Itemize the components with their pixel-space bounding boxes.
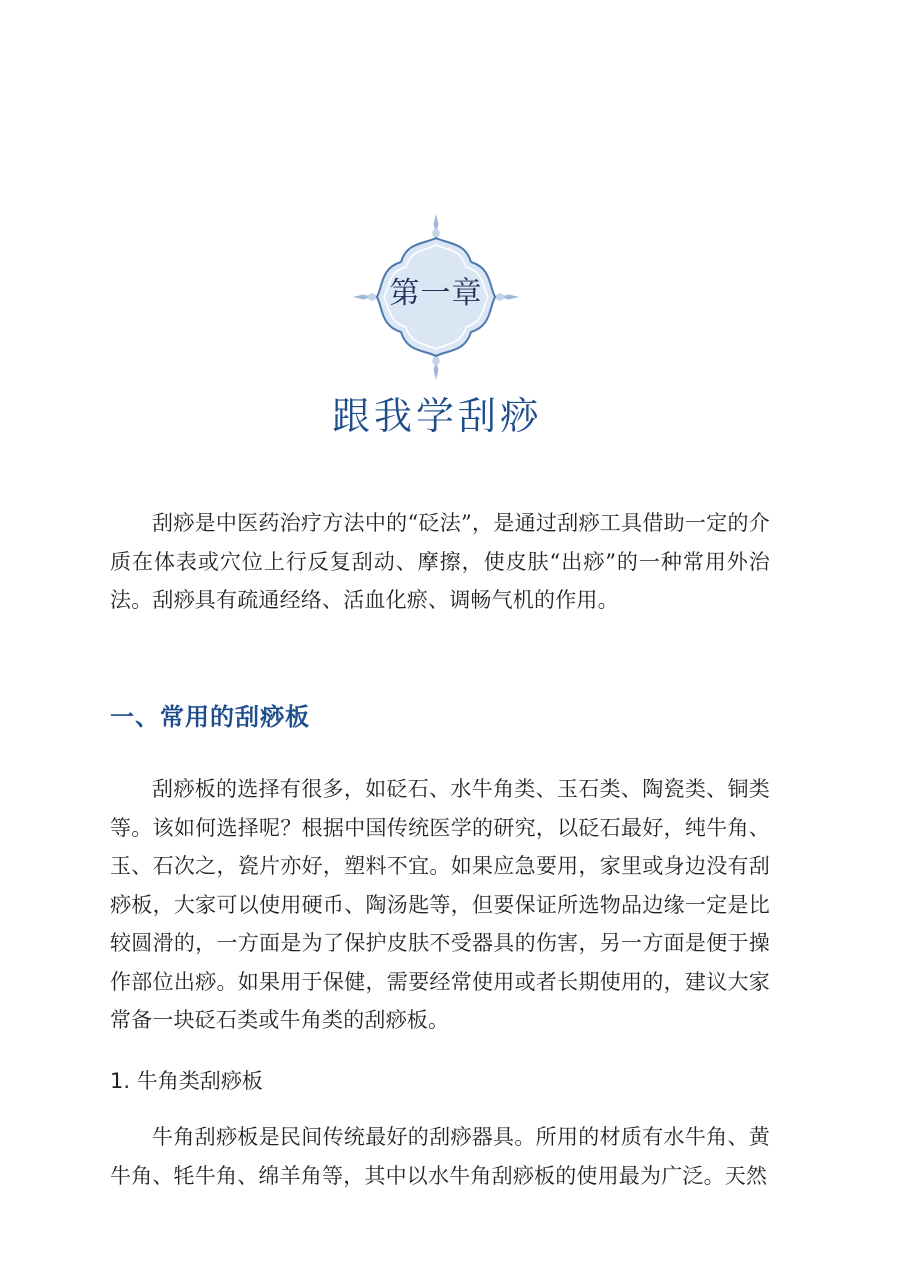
section-heading: 一、常用的刮痧板: [110, 702, 310, 731]
horn-board-paragraph: 牛角刮痧板是民间传统最好的刮痧器具。所用的材质有水牛角、黄牛角、牦牛角、绵羊角等，其中以水牛角刮痧板的使用最为广泛。天然: [110, 1125, 770, 1188]
chapter-label: 第一章: [389, 276, 483, 311]
chapter-title: 跟我学刮痧: [331, 394, 542, 438]
intro-paragraph: 刮痧是中医药治疗方法中的“砭法”，是通过刮痧工具借助一定的介质在体表或穴位上行反复刮动、摩擦，使皮肤“出痧”的一种常用外治法。刮痧具有疏通经络、活血化瘀、调畅气机的作用。: [110, 511, 770, 612]
chapter-badge: [351, 212, 521, 382]
subsection-heading: 1. 牛角类刮痧板: [110, 1069, 263, 1093]
scraping-board-paragraph: 刮痧板的选择有很多，如砭石、水牛角类、玉石类、陶瓷类、铜类等。该如何选择呢？根据中国传统医学的研究，以砭石最好，纯牛角、玉、石次之，瓷片亦好，塑料不宜。如果应急要用，家里或身边没有刮痧板，大家可以使用硬币、陶汤匙等，但要保证所选物品边缘一定是比较圆滑的，一方面是为了保护皮肤不受器具的伤害，另一方面是便于操作部位出痧。如果用于保健，需要经常使用或者长期使用的，建议大家常备一块砭石类或牛角类的刮痧板。: [110, 777, 770, 1032]
